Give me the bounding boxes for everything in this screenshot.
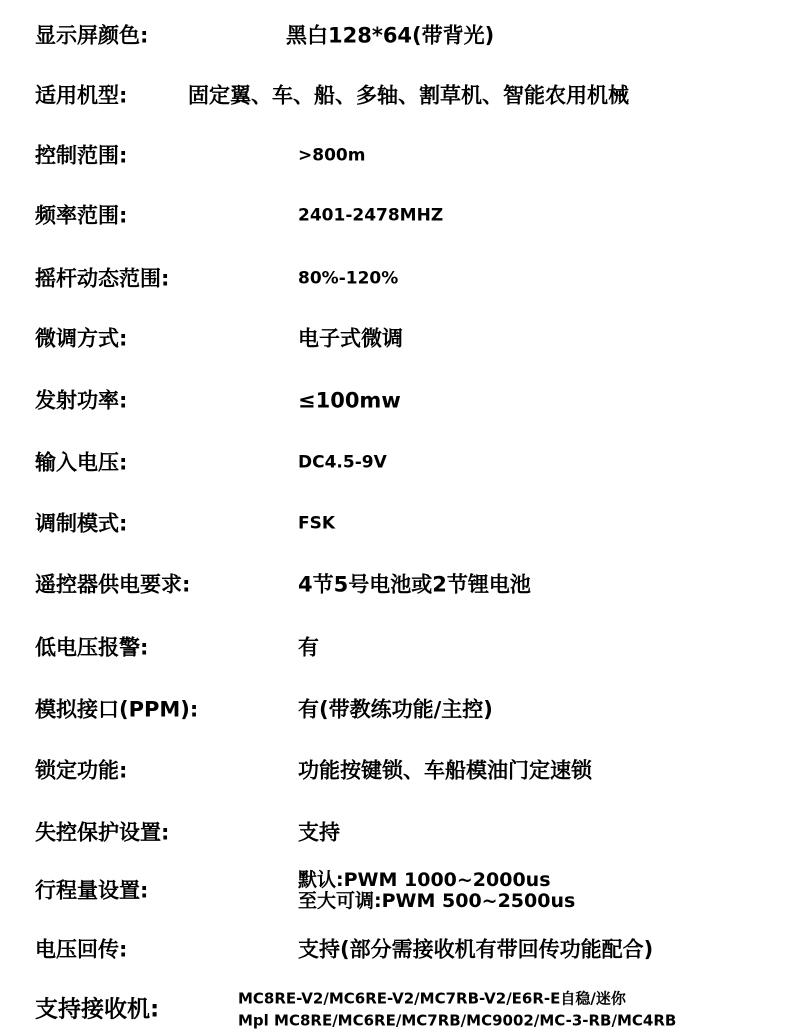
spec-value-range: >800m — [298, 145, 366, 166]
spec-value-trim: 电子式微调 — [298, 326, 403, 351]
spec-value-stick-range: 80%-120% — [298, 268, 399, 289]
spec-value-travel-max: 至大可调:PWM 500~2500us — [298, 890, 576, 912]
spec-value-receivers-line1: MC8RE-V2/MC6RE-V2/MC7RB-V2/E6R-E自稳/迷你 — [238, 989, 626, 1008]
spec-value-travel — [298, 870, 575, 912]
spec-value-power: ≤100mw — [298, 388, 401, 413]
spec-label-display: 显示屏颜色: — [35, 23, 149, 48]
spec-value-input-voltage: DC4.5-9V — [298, 452, 387, 473]
spec-label-stick-range: 摇杆动态范围: — [35, 266, 170, 291]
spec-label-range: 控制范围: — [35, 143, 128, 168]
spec-value-receivers — [238, 988, 676, 1032]
spec-value-telemetry: 支持(部分需接收机有带回传功能配合) — [298, 937, 654, 962]
spec-label-supply: 遥控器供电要求: — [35, 572, 191, 597]
spec-label-travel: 行程量设置: — [35, 878, 149, 903]
spec-label-low-voltage: 低电压报警: — [35, 635, 149, 660]
spec-value-failsafe: 支持 — [298, 820, 340, 845]
spec-label-failsafe: 失控保护设置: — [35, 820, 170, 845]
spec-value-ppm: 有(带教练功能/主控) — [298, 697, 493, 722]
spec-label-telemetry: 电压回传: — [35, 937, 128, 962]
spec-value-models: 固定翼、车、船、多轴、割草机、智能农用机械 — [188, 83, 629, 108]
spec-value-supply: 4节5号电池或2节锂电池 — [298, 572, 531, 597]
spec-label-trim: 微调方式: — [35, 326, 128, 351]
spec-label-models: 适用机型: — [35, 83, 128, 108]
spec-value-low-voltage: 有 — [298, 635, 319, 660]
spec-label-receivers: 支持接收机: — [35, 996, 160, 1023]
spec-value-lock: 功能按键锁、车船模油门定速锁 — [298, 758, 592, 783]
spec-label-ppm: 模拟接口(PPM): — [35, 697, 199, 722]
spec-value-travel-default: 默认:PWM 1000~2000us — [298, 869, 551, 892]
spec-value-frequency: 2401-2478MHZ — [298, 205, 444, 226]
spec-label-lock: 锁定功能: — [35, 758, 128, 783]
spec-value-modulation: FSK — [298, 513, 336, 534]
spec-label-input-voltage: 输入电压: — [35, 450, 128, 475]
spec-label-power: 发射功率: — [35, 388, 128, 413]
spec-label-modulation: 调制模式: — [35, 511, 128, 536]
spec-value-display: 黑白128*64(带背光) — [286, 23, 495, 48]
spec-value-receivers-line2: Mpl MC8RE/MC6RE/MC7RB/MC9002/MC-3-RB/MC4RB — [238, 1011, 677, 1029]
spec-label-frequency: 频率范围: — [35, 203, 128, 228]
